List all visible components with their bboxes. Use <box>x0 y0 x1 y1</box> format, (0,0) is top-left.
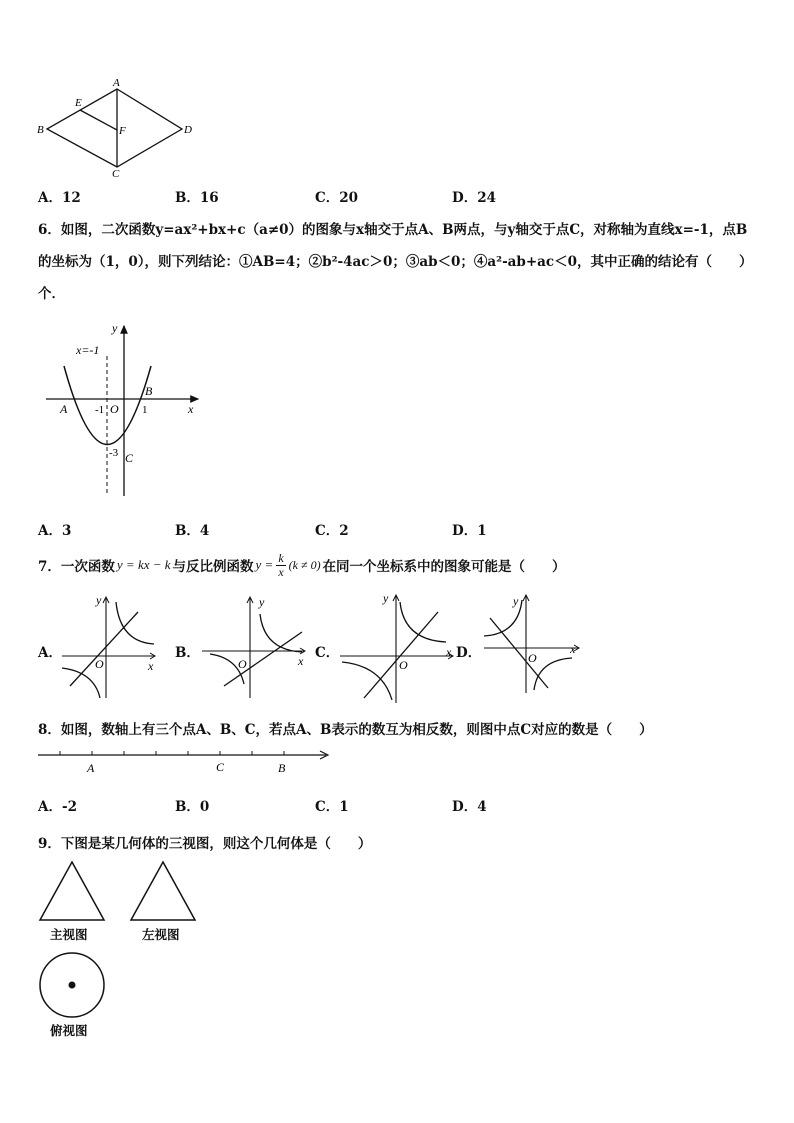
side-view-caption: 左视图 <box>142 927 180 942</box>
q7-stem <box>38 548 566 582</box>
vertex-label-b: B <box>37 124 44 136</box>
q7c-origin: O <box>399 658 408 672</box>
q7c-axis-y: y <box>383 591 389 605</box>
q7-graph-d[interactable] <box>482 590 582 695</box>
q6-line-3: 个． <box>38 286 65 302</box>
q7-fraction <box>276 552 285 579</box>
graph-label-axis-line: x=-1 <box>76 343 100 357</box>
q7-fraction-num: k <box>278 550 284 565</box>
q7-option-label-b[interactable]: B． <box>175 645 200 661</box>
q7-inverse-cond: (k ≠ 0) <box>288 557 321 572</box>
top-view-caption: 俯视图 <box>50 1023 88 1038</box>
q7-inverse-lhs: y = <box>255 557 274 572</box>
q7-graph-b[interactable] <box>198 590 308 700</box>
graph-label-o: O <box>110 402 119 416</box>
front-view-triangle <box>36 858 108 924</box>
side-view-triangle <box>127 858 199 924</box>
q7a-axis-x: x <box>148 659 154 673</box>
q7b-axis-y: y <box>259 595 265 609</box>
q6-option-d[interactable]: D．1 <box>452 523 487 539</box>
q8-option-c[interactable]: C．1 <box>315 799 349 815</box>
vertex-label-c: C <box>112 168 120 178</box>
q6-option-b[interactable]: B．4 <box>175 523 210 539</box>
q9-stem: 9．下图是某几何体的三视图，则这个几何体是（ ） <box>38 836 372 852</box>
graph-label-one: 1 <box>142 404 148 416</box>
q5-option-c[interactable]: C．20 <box>315 190 359 206</box>
q7-suffix: 在同一个坐标系中的图象可能是（ ） <box>322 559 566 575</box>
q7-fraction-den: x <box>278 564 284 579</box>
vertex-label-d: D <box>184 124 192 136</box>
q7-option-label-c[interactable]: C． <box>315 645 340 661</box>
q5-option-b[interactable]: B．16 <box>175 190 219 206</box>
q6-line-2: 的坐标为（1，0），则下列结论：①AB=4；②b²-4ac＞0；③ab＜0；④a²-ab+ac＜0，其中正确的结论有（ ） <box>38 254 753 270</box>
q7-prefix: 7．一次函数 <box>38 559 115 575</box>
graph-label-a: A <box>60 402 68 416</box>
top-view-circle <box>36 950 108 1020</box>
q8-option-d[interactable]: D．4 <box>452 799 487 815</box>
graph-label-neg1: -1 <box>95 404 105 416</box>
q7d-origin: O <box>528 651 537 665</box>
graph-label-c: C <box>125 451 134 465</box>
rhombus-figure <box>30 78 200 178</box>
q6-line-1: 6．如图，二次函数y=ax²+bx+c（a≠0）的图象与x轴交于点A、B两点，与y轴交于点C，对称轴为直线x=-1，点B <box>38 222 748 238</box>
q5-option-a[interactable]: A．12 <box>38 190 81 206</box>
q7-option-label-d[interactable]: D． <box>456 645 482 661</box>
q7-option-label-a[interactable]: A． <box>38 645 62 661</box>
q7d-axis-y: y <box>513 594 519 608</box>
q7a-origin: O <box>95 657 104 671</box>
parabola-graph <box>38 318 208 503</box>
number-line-label-b: B <box>278 761 286 775</box>
q8-stem: 8．如图，数轴上有三个点A、B、C，若点A、B表示的数互为相反数，则图中点C对应的数是（ ） <box>38 722 653 738</box>
q7a-axis-y: y <box>96 593 102 607</box>
q7-graph-c[interactable] <box>338 590 456 705</box>
graph-label-b: B <box>145 384 153 398</box>
q7d-axis-x: x <box>570 642 576 656</box>
graph-label-y: y <box>112 321 118 335</box>
number-line-label-a: A <box>87 761 95 775</box>
q7b-axis-x: x <box>298 654 304 668</box>
graph-label-neg3: -3 <box>109 447 119 459</box>
q7-graph-a[interactable] <box>58 590 158 700</box>
q8-option-b[interactable]: B．0 <box>175 799 210 815</box>
q7-mid: 与反比例函数 <box>172 559 254 575</box>
q6-option-a[interactable]: A．3 <box>38 523 72 539</box>
q7-linear-function: y = kx − k <box>116 557 171 572</box>
vertex-label-f: F <box>119 125 126 137</box>
number-line-label-c: C <box>216 760 225 774</box>
q5-option-d[interactable]: D．24 <box>452 190 496 206</box>
graph-label-x: x <box>188 402 194 416</box>
front-view-caption: 主视图 <box>50 927 88 942</box>
number-line <box>36 745 336 779</box>
q7b-origin: O <box>238 657 247 671</box>
vertex-label-e: E <box>75 97 82 109</box>
vertex-label-a: A <box>113 78 120 89</box>
q7c-axis-x: x <box>446 645 452 659</box>
q6-option-c[interactable]: C．2 <box>315 523 349 539</box>
q8-option-a[interactable]: A．-2 <box>38 799 77 815</box>
